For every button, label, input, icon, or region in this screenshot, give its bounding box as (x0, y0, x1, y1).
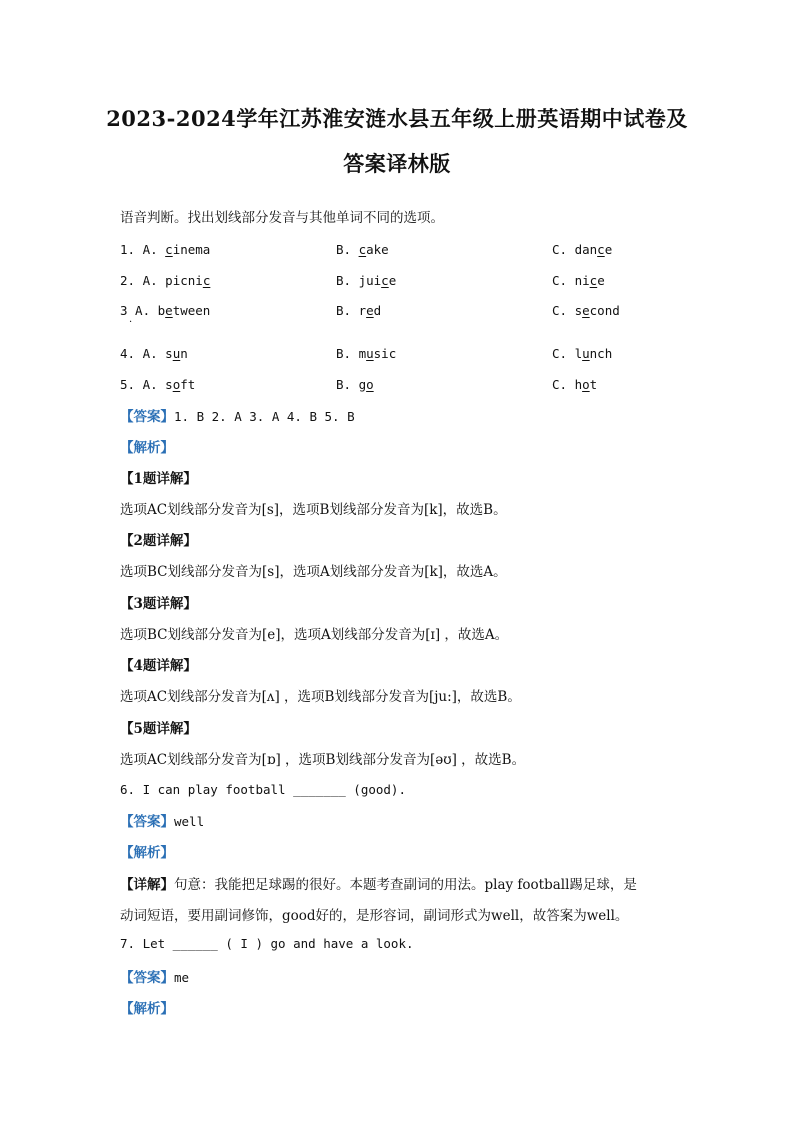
q4-option-c-label: C. (552, 346, 568, 361)
q5-option-a-label: 5. A. (120, 377, 158, 392)
q4-option-a-underlined-letters: u (172, 346, 181, 361)
q5-option-c-word-part: t (589, 377, 598, 392)
q1-option-a-word-part: inema (172, 242, 211, 257)
answer-6-text: well (174, 814, 205, 829)
q1-option-c-word-part: e (604, 242, 613, 257)
q3-option-a-underlined-letters: e (165, 303, 173, 318)
q2-option-b-word-part: e (388, 273, 397, 288)
q4-option-b-word-part: sic (373, 346, 397, 361)
q2-option-c-word-part: ni (574, 273, 590, 288)
q2-option-a-underlined-letters: c (202, 273, 211, 288)
q2-option-a (120, 273, 210, 288)
q1-option-c-underlined-letters: c (597, 242, 605, 257)
q3-option-b-underlined-letters: e (366, 303, 374, 318)
answer-tag: 【答案】 (120, 409, 174, 425)
detail-4-heading: 【4题详解】 (120, 658, 197, 674)
q2-option-c-underlined-letters: c (589, 273, 598, 288)
q1-option-c (552, 242, 612, 257)
q3-option-b (336, 303, 381, 318)
q1-option-a-underlined-letters: c (165, 242, 173, 257)
q2-option-b-label: B. (336, 273, 352, 288)
q5-option-b-word-part: g (358, 377, 367, 392)
question-7: 7. Let ______ ( I ) go and have a look. (120, 936, 414, 951)
detail-6-tag: 【详解】 (120, 877, 174, 893)
detail-1-body: 选项AC划线部分发音为[s]，选项B划线部分发音为[k]，故选B。 (120, 502, 507, 518)
q1-option-c-label: C. (552, 242, 568, 257)
q3-option-a-word-part: b (157, 303, 166, 318)
answer-7-tag: 【答案】 (120, 970, 174, 986)
detail-3-heading: 【3题详解】 (120, 596, 197, 612)
q5-option-c-word-part: h (574, 377, 583, 392)
detail-6-line1 (120, 873, 637, 893)
q4-option-c (552, 346, 612, 361)
detail-6-line2: 动词短语，要用副词修饰，good好的，是形容词，副词形式为well，故答案为well。 (120, 908, 629, 924)
q3-option-a-label: 3 A. (120, 303, 151, 318)
q1-option-b-underlined-letters: c (358, 242, 367, 257)
instruction: 语音判断。找出划线部分发音与其他单词不同的选项。 (120, 210, 444, 226)
q1-option-a (120, 242, 210, 257)
detail-5-body: 选项AC划线部分发音为[ɒ] ，选项B划线部分发音为[əʊ] ，故选B。 (120, 752, 526, 768)
q4-option-c-word-part: l (574, 346, 583, 361)
q5-option-a (120, 377, 195, 392)
detail-6-text1: 句意：我能把足球踢的很好。本题考查副词的用法。play football踢足球，是 (174, 877, 637, 893)
q3-option-c (552, 303, 620, 318)
q5-option-b-underlined-letters: o (366, 377, 374, 392)
q2-option-a-word-part: picni (165, 273, 203, 288)
q1-option-b-label: B. (336, 242, 352, 257)
q4-option-a-word-part: s (165, 346, 173, 361)
q4-option-b-word-part: m (358, 346, 367, 361)
answer-6-tag: 【答案】 (120, 814, 174, 830)
q1-option-b-word-part: ake (366, 242, 389, 257)
answer-7-text: me (174, 970, 190, 985)
q3-option-c-underlined-letters: e (582, 303, 590, 318)
q2-option-a-label: 2. A. (120, 273, 158, 288)
q5-option-c-label: C. (552, 377, 568, 392)
q3-option-c-word-part: cond (589, 303, 620, 318)
q4-option-b-underlined-letters: u (366, 346, 374, 361)
answer-text: 1. B 2. A 3. A 4. B 5. B (174, 409, 355, 424)
q5-option-b (336, 377, 374, 392)
q3-option-c-word-part: s (574, 303, 583, 318)
q4-option-a-label: 4. A. (120, 346, 158, 361)
detail-3-body: 选项BC划线部分发音为[e]，选项A划线部分发音为[ɪ] ，故选A。 (120, 627, 509, 643)
q4-option-c-word-part: nch (589, 346, 613, 361)
answer-1-5 (120, 405, 355, 425)
q2-option-c (552, 273, 605, 288)
q3-option-a (120, 303, 210, 318)
q4-option-b-label: B. (336, 346, 352, 361)
q3-option-c-label: C. (552, 303, 568, 318)
q5-option-c-underlined-letters: o (582, 377, 590, 392)
q4-option-b (336, 346, 396, 361)
q5-option-a-underlined-letters: o (172, 377, 181, 392)
q3-option-b-label: B. (336, 303, 352, 318)
detail-4-body: 选项AC划线部分发音为[ʌ] ，选项B划线部分发音为[ju:]，故选B。 (120, 689, 521, 705)
q2-option-b-underlined-letters: c (381, 273, 389, 288)
q4-option-a (120, 346, 188, 361)
answer-6 (120, 810, 204, 830)
question-6: 6. I can play football _______ (good). (120, 782, 406, 797)
detail-2-heading: 【2题详解】 (120, 533, 197, 549)
detail-1-heading: 【1题详解】 (120, 471, 197, 487)
q1-option-a-label: 1. A. (120, 242, 158, 257)
q1-option-b (336, 242, 389, 257)
document-title-line1: 2023-2024学年江苏淮安涟水县五年级上册英语期中试卷及 (106, 106, 688, 131)
detail-5-heading: 【5题详解】 (120, 721, 197, 737)
q5-option-c (552, 377, 597, 392)
q3-dot: · (129, 317, 133, 328)
q4-option-c-underlined-letters: u (582, 346, 590, 361)
q2-option-b-word-part: jui (358, 273, 382, 288)
q2-option-b (336, 273, 396, 288)
q2-option-c-label: C. (552, 273, 568, 288)
q2-option-c-word-part: e (597, 273, 605, 288)
q5-option-a-word-part: s (165, 377, 173, 392)
document-title-line2: 答案译林版 (343, 151, 451, 176)
q1-option-c-word-part: dan (574, 242, 598, 257)
q3-option-b-word-part: r (358, 303, 367, 318)
detail-2-body: 选项BC划线部分发音为[s]，选项A划线部分发音为[k]，故选A。 (120, 564, 507, 580)
analysis-tag: 【解析】 (120, 440, 174, 456)
answer-7 (120, 966, 189, 986)
q5-option-a-word-part: ft (180, 377, 196, 392)
analysis-6-tag: 【解析】 (120, 845, 174, 861)
q5-option-b-label: B. (336, 377, 352, 392)
q4-option-a-word-part: n (180, 346, 188, 361)
q3-option-a-word-part: tween (172, 303, 211, 318)
analysis-7-tag: 【解析】 (120, 1001, 174, 1017)
q3-option-b-word-part: d (373, 303, 382, 318)
